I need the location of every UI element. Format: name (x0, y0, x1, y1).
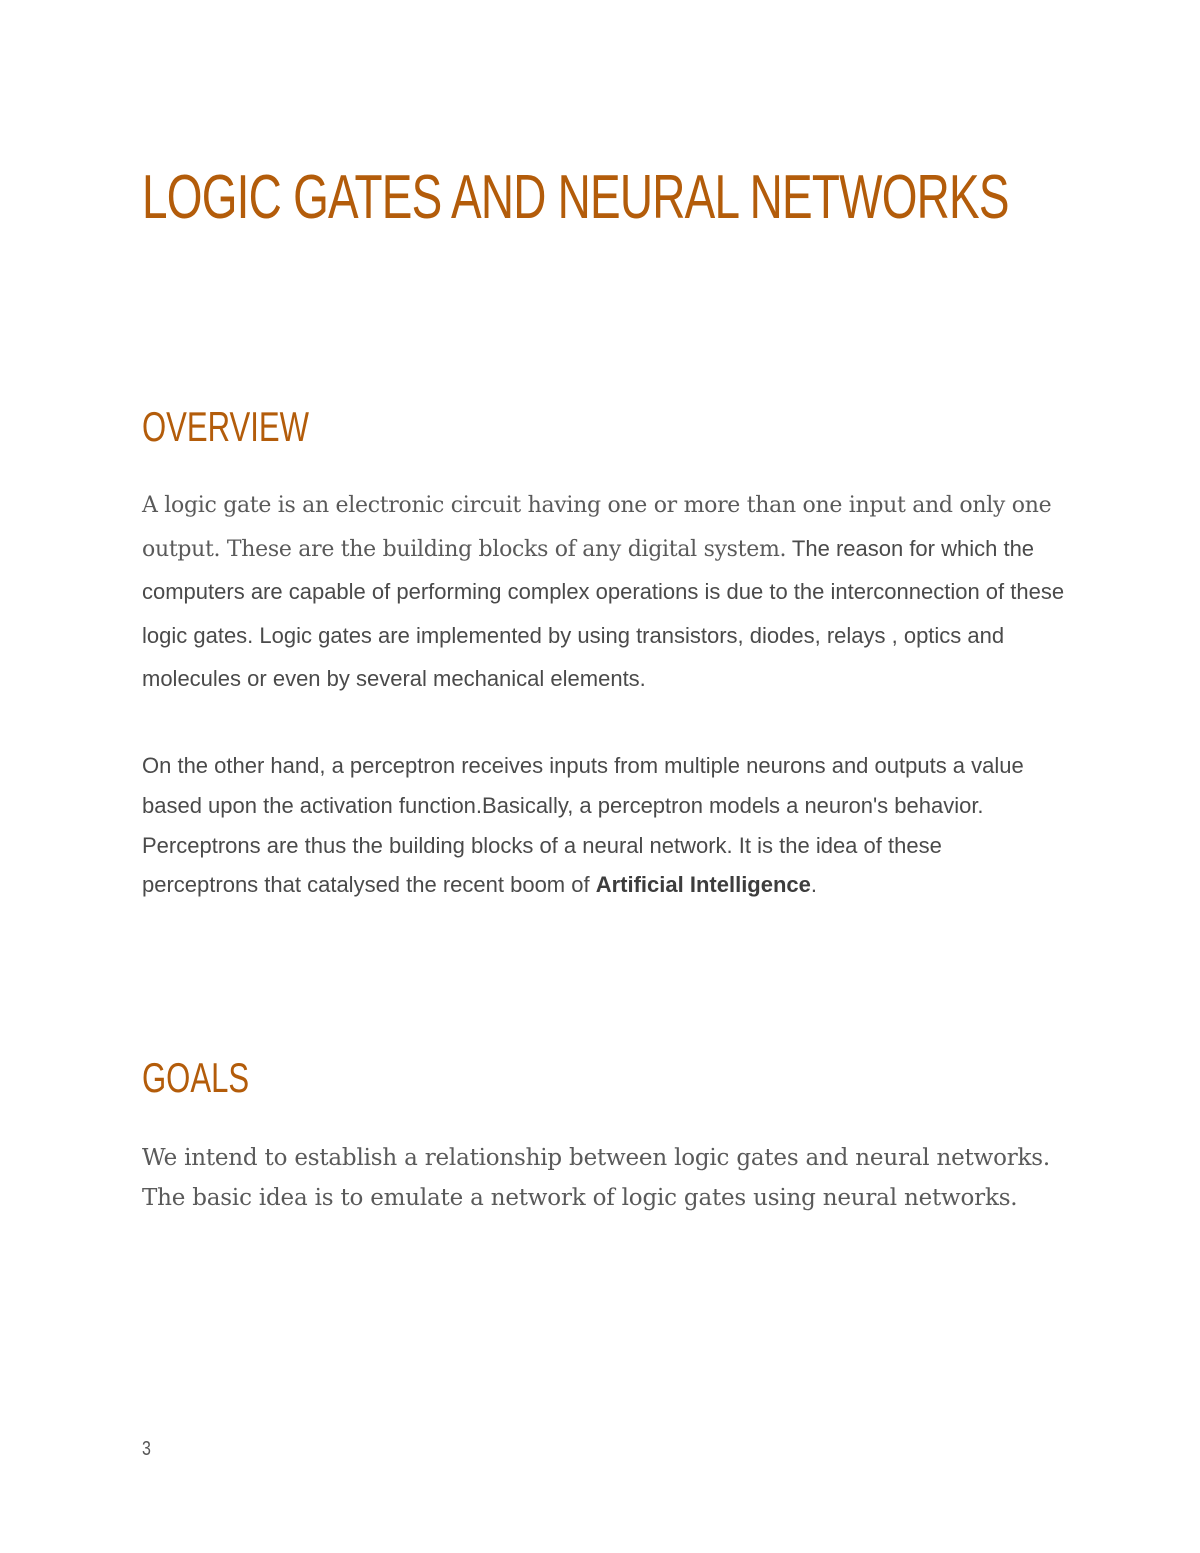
overview-heading: OVERVIEW (142, 403, 309, 450)
overview-paragraph-1-serif-text: A logic gate is an electronic circuit having one or more than one input and only one output. These are the building blocks of any digital system. (142, 493, 1052, 562)
artificial-intelligence-bold-text: Artificial Intelligence (595, 872, 811, 898)
document-title: LOGIC GATES AND NEURAL NETWORKS (142, 163, 1009, 232)
overview-paragraph-2 (142, 746, 1062, 905)
overview-paragraph-1-sans-text: The reason for which the computers are capable of performing complex operations is due to the interconnection of these logic gates. Logic gates are implemented by using transistors, diodes, relays , optics and molecules or even by several mechanical elements. (142, 535, 1065, 691)
overview-paragraph-1 (142, 486, 1072, 703)
goals-heading: GOALS (142, 1054, 250, 1101)
goals-paragraph: We intend to establish a relationship between logic gates and neural networks. The basic idea is to emulate a network of logic gates using neural networks. (142, 1145, 1050, 1211)
overview-paragraph-2-text: On the other hand, a perceptron receives inputs from multiple neurons and outputs a value based upon the activation function.Basically, a perceptron models a neuron's behavior. Perceptrons are thus the building blocks of a neural network. It is the idea of these perceptrons that catalysed the recent boom of (142, 753, 1024, 898)
overview-paragraph-2-trailing: . (810, 872, 818, 898)
page-number: 3 (142, 1438, 151, 1460)
